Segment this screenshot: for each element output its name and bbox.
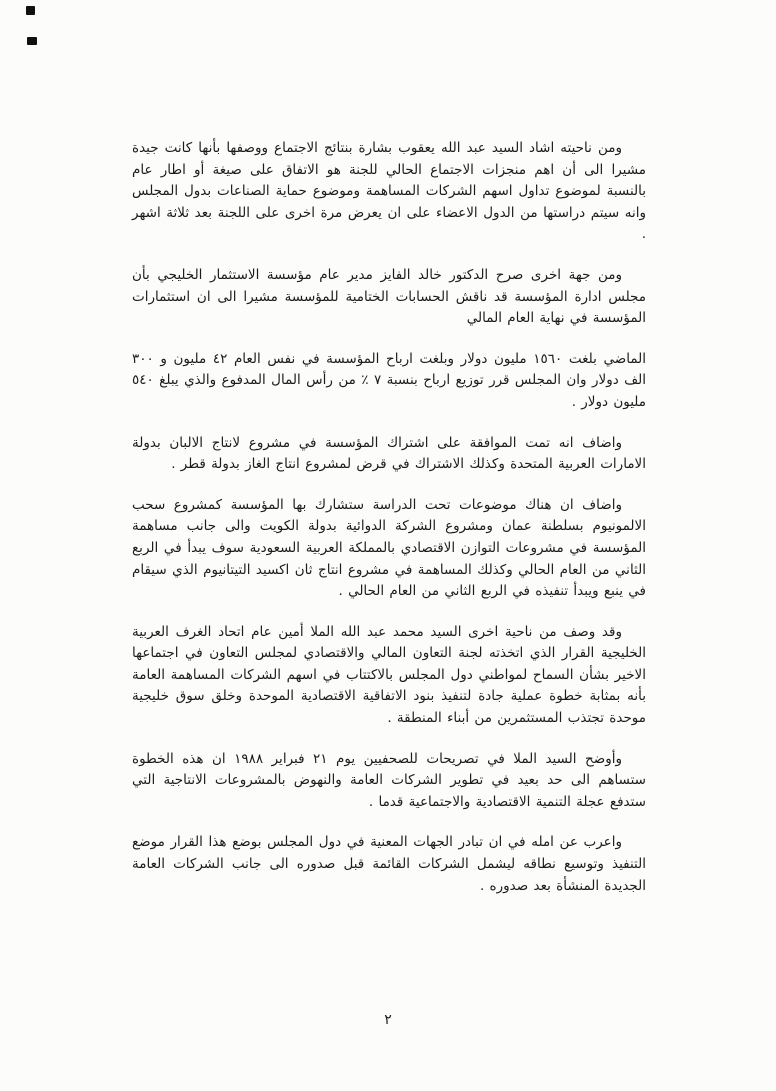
paragraph: واعرب عن امله في ان تبادر الجهات المعنية في دول المجلس بوضع هذا القرار موضع التنفيذ وتوسيع نطاقه ليشمل الشركات القائمة قبل صدوره الى جانب الشركات العامة الجديدة المنشأة بعد صدوره . (132, 834, 646, 894)
paragraph: ومن ناحيته اشاد السيد عبد الله يعقوب بشارة بنتائج الاجتماع ووصفها بأنها كانت جيدة مشيرا الى أن اهم منجزات الاجتماع الحالي للجنة هو الاتفاق على صيغة أو اطار عام بالنسبة لموضوع تداول اسهم الشركات المساهمة وموضوع حماية الصناعات بدول المجلس وانه سيتم دراستها من الدول الاعضاء على ان يعرض مرة اخرى على اللجنة بعد ثلاثة اشهر . (132, 140, 646, 243)
paragraph: واضاف انه تمت الموافقة على اشتراك المؤسسة في مشروع لانتاج الالبان بدولة الامارات العربية المتحدة وكذلك الاشتراك في قرض لمشروع انتاج الغاز بدولة قطر . (132, 434, 646, 473)
scan-artifact-mark (26, 6, 35, 15)
paragraph: ومن جهة اخرى صرح الدكتور خالد الفايز مدير عام مؤسسة الاستثمار الخليجي بأن مجلس ادارة المؤسسة قد ناقش الحسابات الختامية للمؤسسة مشيرا الى ان استثمارات المؤسسة في نهاية العام المالي (132, 266, 646, 327)
scan-artifact-mark (27, 37, 37, 45)
document-text-block (132, 138, 646, 916)
paragraph: الماضي بلغت ١٥٦٠ مليون دولار وبلغت ارباح المؤسسة في نفس العام ٤٢ مليون و ٣٠٠ الف دولار وان المجلس قرر توزيع ارباح بنسبة ٧ ٪ من رأس المال المدفوع والذي يبلغ ٥٤٠ مليون دولار . (132, 350, 647, 410)
paragraph: وقد وصف من ناحية اخرى السيد محمد عبد الله الملا أمين عام اتحاد الغرف العربية الخليجية القرار الذي اتخذته لجنة التعاون المالي والاقتصادي لمجلس التعاون في اجتماعها الاخير بشأن السماح لمواطني دول المجلس بالاكتتاب في اسهم الشركات المساهمة العامة بأنه بمثابة خطوة عملية جادة لتنفيذ بنود الاتفاقية الاقتصادية الموحدة وخلق سوق خليجية موحدة تجتذب المستثمرين من أبناء المنطقة . (132, 623, 646, 727)
page-number: ٢ (384, 1012, 392, 1028)
paragraph: وأوضح السيد الملا في تصريحات للصحفيين يوم ٢١ فبراير ١٩٨٨ ان هذه الخطوة ستساهم الى حد بعيد في تطوير الشركات العامة والنهوض بالمشروعات الانتاجية التي ستدفع عجلة التنمية الاقتصادية والاجتماعية قدما . (132, 750, 646, 810)
paragraph: واضاف ان هناك موضوعات تحت الدراسة ستشارك بها المؤسسة كمشروع سحب الالمونيوم بسلطنة عمان ومشروع الشركة الدوائية بدولة الكويت والى جانب مساهمة المؤسسة في مشروعات التوازن الاقتصادي بالمملكة العربية السعودية سوف يبدأ في الربع الثاني من العام الحالي وكذلك المساهمة في مشروع انتاج ثان اكسيد التيتانيوم الذي سيقام في ينبع ويبدأ تنفيذه في الربع الثاني من العام الحالي . (132, 496, 646, 600)
